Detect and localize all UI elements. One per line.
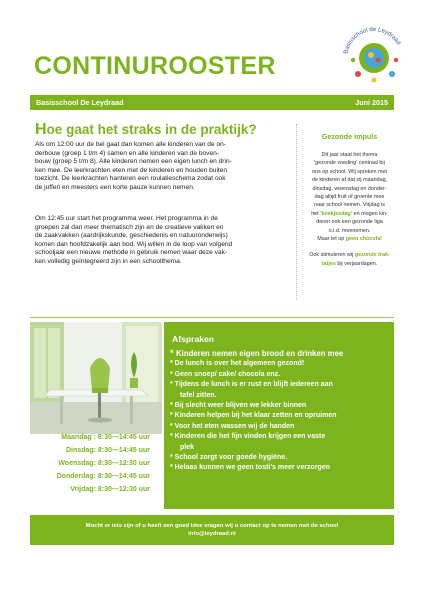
star-icon: * [170,433,175,441]
item-text: Bij slecht weer blijven we lekker binnen [174,402,307,410]
list-item [170,348,390,359]
hours-monday: Maandag : 8:30—14:45 uur [61,434,150,441]
text-part: Ook stimuleren wij [309,252,355,259]
sidebar-body [297,151,402,243]
text-part: en mogen kin- [352,210,388,217]
text-line: derbouw (groep 1 t/m 4) samen en alle kinderen van de boven- [35,149,220,157]
afspraken-title: Afspraken [172,334,215,344]
text-line: ken mee. De leerkrachten eten met de kinderen en houden buiten [35,166,228,174]
highlight-koekjesdag: 'koekjesdag' [320,210,353,217]
item-text: School zorgt voor goede hygiëne. [174,454,288,462]
hours-thursday: Donderdag: 8:30—14:45 uur [56,473,150,480]
school-logo [338,22,410,94]
highlight-traktatjes: gezonde trak- [354,252,390,259]
text-line: Om 12:45 uur start het programma weer. Het programma in de [35,215,218,222]
list-item-continuation: plek [180,443,195,451]
item-text: De lunch is over het algemeen gezond! [174,360,305,368]
highlight-traktatjes-2: tatjes [321,260,336,267]
article-heading [35,121,257,139]
item-text: Tijdens de lunch is er rust en blijft iedereen aan [174,381,333,389]
banner-school: Basisschool De Leydraad [36,98,124,107]
list-item [170,432,390,442]
text-line: schooljaar een nieuwe methode in gebruik nemen waar deze vak- [35,249,228,257]
page-title: CONTINUROOSTER [34,52,276,80]
sidebar-line: ons op school. Wij spreken met [312,168,387,175]
banner [30,95,394,110]
sidebar-title: Gezonde impuls [321,132,378,141]
afspraken-list [170,348,390,474]
star-icon: * [170,454,175,462]
heading-initial: H [35,121,47,138]
text-line: komen dan hoofdzakelijk aan bod. Wij willen in de loop van volgend [35,240,233,248]
text-part: bij verjaardagen. [335,260,378,267]
sidebar-line: 'gezonde voeding' centraal bij [314,160,385,167]
list-item [170,453,390,463]
afspraken-panel [164,322,394,509]
sidebar-line: Dit jaar staat het thema [321,152,378,158]
list-item [170,411,390,421]
list-item [170,422,390,432]
classroom-photo [30,322,162,434]
sidebar-line: dinsdag, woensdag en donder- [312,185,387,192]
sidebar-line [297,235,402,243]
list-item [170,370,390,380]
sidebar-gezonde-impuls [296,124,402,300]
text-line: toezicht. De leerkrachten hanteren een roulatieschema zodat ook [35,175,226,183]
sidebar-line [297,260,402,268]
sidebar-line: naar school nemen. Vrijdag is [314,202,385,209]
opening-hours [30,434,162,509]
sidebar-body-2 [297,251,402,268]
sidebar-line [297,251,402,259]
star-icon: * [170,464,175,472]
footer-email[interactable]: info@leydraad.nl [188,531,236,538]
text-line: de zaakvakken (aardrijkskunde, geschiedenis en natuuronderwijs) [35,232,228,240]
list-item [170,359,390,369]
article-paragraph-1 [35,141,287,193]
item-text: Voor het eten wassen wij de handen [174,422,295,430]
item-text: Kinderen nemen eigen brood en drinken mee [176,349,344,358]
list-item [170,380,390,390]
text-part: het [311,210,321,217]
star-icon: * [170,422,175,430]
footer-message: Mocht er iets zijn of u heeft een goed idee vragen wij u contact op te nemen met de school [85,523,339,529]
sidebar-line: dag altijd fruit of groente mee [314,194,385,201]
text-part: ! [380,236,382,243]
sidebar-line: de kinderen af dat zij maandag, [311,177,388,184]
star-icon: * [170,402,175,410]
star-icon: * [170,360,175,368]
star-icon: * [170,370,175,378]
item-text: Kinderen die het fijn vinden krijgen een vaste [174,433,326,441]
star-icon: * [170,381,175,389]
star-icon: * [170,348,177,358]
highlight-geen-chocola: geen chocola [345,236,381,243]
item-text: Helaas kunnen we geen tosti's meer verzorgen [174,464,331,472]
item-text: Kinderen helpen bij het klaar zetten en opruimen [174,412,337,420]
logo-text: Basisschool de Leydraad [343,26,402,55]
section-divider [30,317,394,318]
hours-friday: Vrijdag: 8:30—12:30 uur [70,486,150,493]
text-line: Als om 12:00 uur de bel gaat dan komen alle kinderen van de on- [35,141,226,148]
hours-tuesday: Dinsdag: 8:30—14:45 uur [65,447,150,454]
heading-rest: oe gaat het straks in de praktijk? [46,122,257,137]
banner-date: Juni 2015 [355,98,388,107]
item-text: Geen snoep/ cake/ chocola enz. [174,370,281,378]
article-paragraph-2 [35,215,287,267]
sidebar-line: o.i.d. meenemen. [328,227,371,234]
text-line: ken volledig geïntegreerd zijn in een schoolthema. [35,257,182,265]
sidebar-line [297,210,402,218]
sidebar-line: deren ook een gezonde liga [316,219,383,226]
text-line: de juffen en meesters een korte pauze kunnen nemen. [35,183,195,191]
text-line: bouw (groep 5 t/m 8). Alle kinderen nemen een eigen lunch en drin- [35,158,232,166]
footer-contact [30,515,394,545]
text-line: groepen zal dan meer thematisch zijn en de creatieve vakken en [35,223,224,231]
list-item [170,401,390,411]
list-item [170,463,390,473]
star-icon: * [170,412,175,420]
hours-wednesday: Woensdag: 8:30—12:30 uur [58,460,150,467]
text-part: Maar let op [317,236,346,243]
list-item-continuation: tafel zitten. [180,391,217,399]
